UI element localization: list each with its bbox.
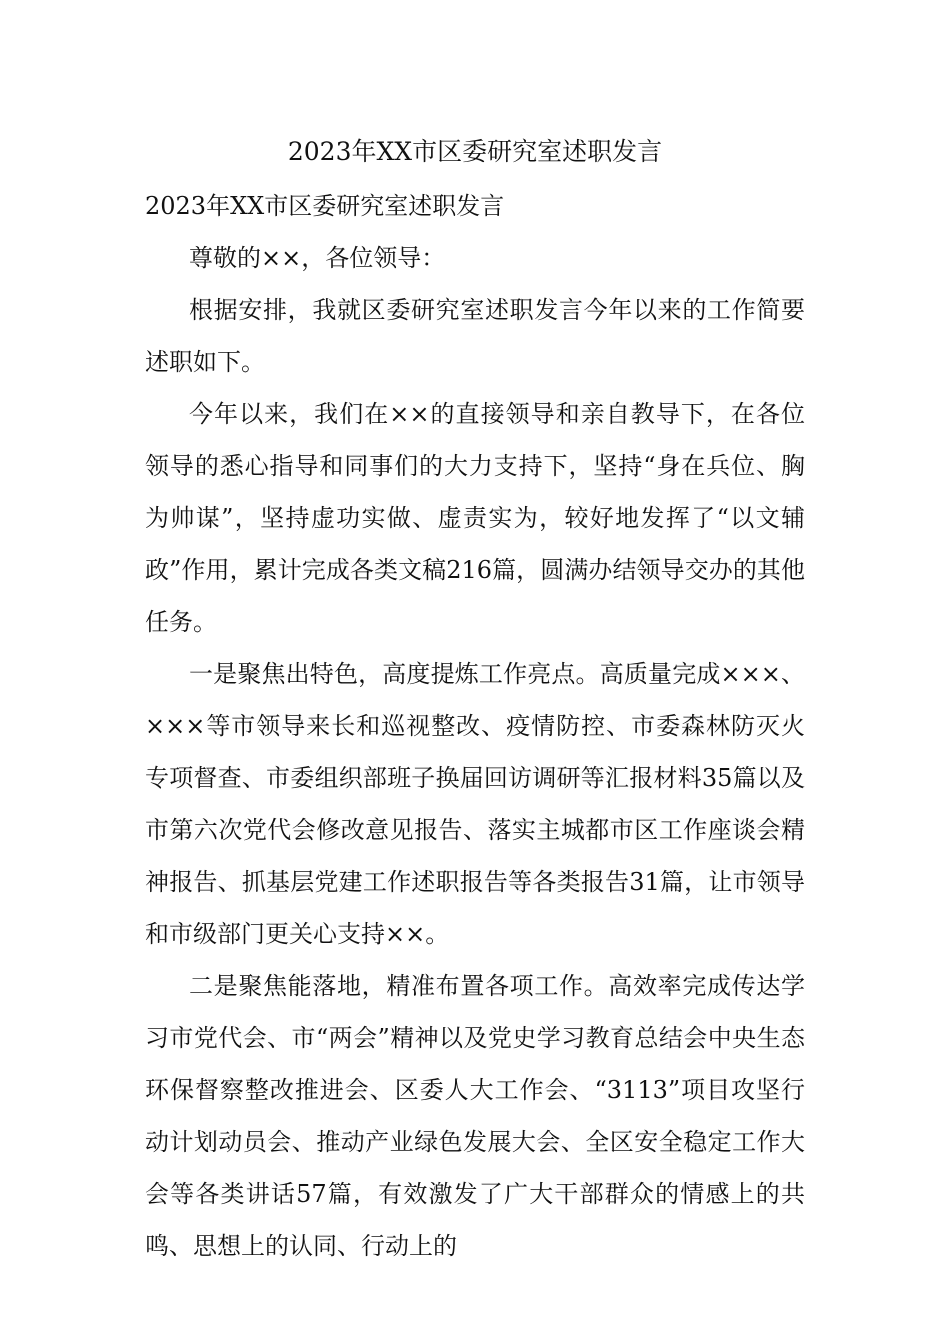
highlights-paragraph: 一是聚焦出特色，高度提炼工作亮点。高质量完成×××、×××等市领导来长和巡视整改、疫情防控、市委森林防灭火专项督查、市委组织部班子换届回访调研等汇报材料35篇以及市第六次党代会修改意见报告、落实主城都市区工作座谈会精神报告、抓基层党建工作述职报告等各类报告31篇，让市领导和市级部门更关心支持××。 xyxy=(145,660,805,948)
document-subtitle: 2023年XX市区委研究室述职发言 xyxy=(145,192,505,220)
salutation-paragraph: 尊敬的××，各位领导： xyxy=(189,244,446,272)
intro-paragraph: 根据安排，我就区委研究室述职发言今年以来的工作简要述职如下。 xyxy=(145,296,805,376)
implementation-paragraph: 二是聚焦能落地，精准布置各项工作。高效率完成传达学习市党代会、市“两会”精神以及党史学习教育总结会中央生态环保督察整改推进会、区委人大工作会、“3113”项目攻坚行动计划动员会、推动产业绿色发展大会、全区安全稳定工作大会等各类讲话57篇，有效激发了广大干部群众的情感上的共鸣、思想上的认同、行动上的 xyxy=(145,972,805,1260)
document-body xyxy=(145,180,805,1272)
summary-paragraph: 今年以来，我们在××的直接领导和亲自教导下，在各位领导的悉心指导和同事们的大力支持下，坚持“身在兵位、胸为帅谋”，坚持虚功实做、虚责实为，较好地发挥了“以文辅政”作用，累计完成各类文稿216篇，圆满办结领导交办的其他任务。 xyxy=(145,400,805,636)
document-title: 2023年XX市区委研究室述职发言 xyxy=(287,137,663,166)
